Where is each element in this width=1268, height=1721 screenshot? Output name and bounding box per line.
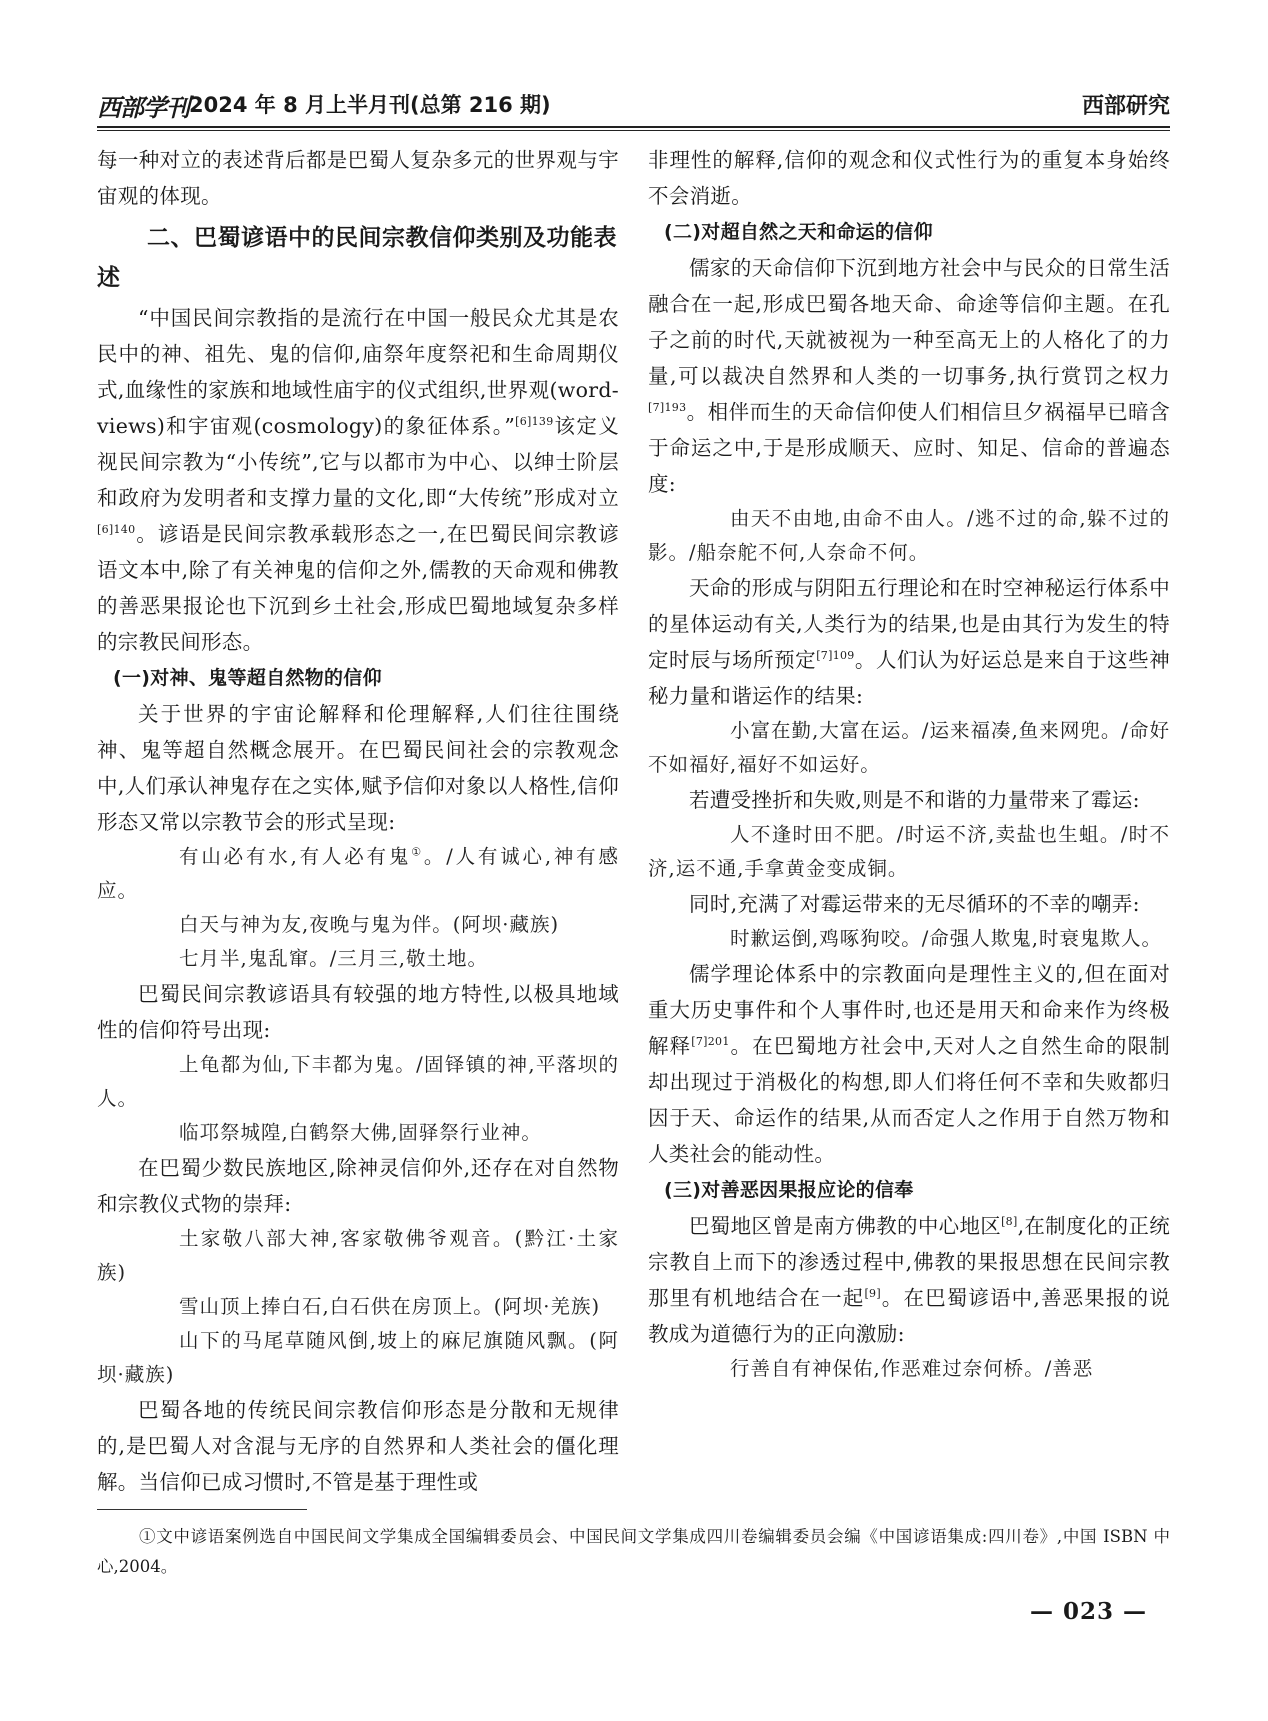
proverb-quote: 时歉运倒,鸡啄狗咬。/命强人欺鬼,时衰鬼欺人。 bbox=[730, 927, 1162, 950]
paragraph: 同时,充满了对霉运带来的无尽循环的不幸的嘲弄: bbox=[689, 892, 1140, 916]
proverb-quote: 白天与神为友,夜晚与鬼为伴。(阿坝·藏族) bbox=[179, 913, 560, 936]
quote-text: 有山必有水,有人必有鬼 bbox=[179, 845, 412, 868]
citation: [8] bbox=[1001, 1215, 1018, 1229]
proverb-quote: 行善自有神保佑,作恶难过奈何桥。/善恶 bbox=[730, 1357, 1094, 1380]
quote-text: 。/人有诚心,神有感应。 bbox=[97, 845, 619, 902]
paragraph-text: “中国民间宗教指的是流行在中国一般民众尤其是农民中的神、祖先、鬼的信仰,庙祭年度祭祀和生命周期仪式,血缘性的家族和地域性庙宇的仪式组织,世界观(word-views)和宇宙观(cosmology)的象征体系。” bbox=[97, 306, 619, 438]
citation: [6]139 bbox=[515, 415, 554, 429]
left-column bbox=[97, 142, 619, 1500]
footnote-rule bbox=[97, 1509, 307, 1510]
proverb-quote bbox=[97, 840, 619, 908]
footnote-marker: ① bbox=[411, 845, 424, 859]
paragraph: 巴蜀各地的传统民间宗教信仰形态是分散和无规律的,是巴蜀人对含混与无序的自然界和人类社会的僵化理解。当信仰已成习惯时,不管是基于理性或 bbox=[97, 1398, 619, 1494]
running-header bbox=[97, 88, 1170, 128]
section-heading: 二、巴蜀谚语中的民间宗教信仰类别及功能表述 bbox=[97, 225, 617, 291]
section-title: 西部研究 bbox=[1081, 94, 1170, 119]
proverb-quote: 上龟都为仙,下丰都为鬼。/固铎镇的神,平落坝的人。 bbox=[97, 1053, 619, 1110]
paragraph-text: 。相伴而生的天命信仰使人们相信旦夕祸福早已暗含于命运之中,于是形成顺天、应时、知足、信命的普遍态度: bbox=[648, 400, 1170, 496]
paragraph: 关于世界的宇宙论解释和伦理解释,人们往往围绕神、鬼等超自然概念展开。在巴蜀民间社会的宗教观念中,人们承认神鬼存在之实体,赋予信仰对象以人格性,信仰形态又常以宗教节会的形式呈现: bbox=[97, 702, 619, 834]
citation: [9] bbox=[864, 1287, 881, 1301]
page-number: — 023 — bbox=[1030, 1598, 1148, 1625]
paragraph-text: 。在巴蜀地方社会中,天对人之自然生命的限制却出现过于消极化的构想,即人们将任何不幸和失败都归因于天、命运作的结果,从而否定人之作用于自然万物和人类社会的能动性。 bbox=[648, 1034, 1170, 1166]
proverb-quote: 临邛祭城隍,白鹤祭大佛,固驿祭行业神。 bbox=[179, 1121, 542, 1144]
citation: [7]109 bbox=[816, 649, 855, 663]
citation: [7]201 bbox=[691, 1035, 730, 1049]
paragraph bbox=[648, 956, 1170, 1172]
proverb-quote: 人不逢时田不肥。/时运不济,卖盐也生蛆。/时不济,运不通,手拿黄金变成铜。 bbox=[648, 823, 1170, 880]
proverb-quote: 山下的马尾草随风倒,坡上的麻尼旗随风飘。(阿坝·藏族) bbox=[97, 1329, 619, 1386]
issue-info: 2024 年 8 月上半月刊(总第 216 期) bbox=[189, 93, 551, 117]
paragraph bbox=[97, 300, 619, 660]
subsection-heading: (三)对善恶因果报应论的信奉 bbox=[664, 1179, 914, 1201]
paragraph: 巴蜀民间宗教谚语具有较强的地方特性,以极具地域性的信仰符号出现: bbox=[97, 982, 619, 1042]
proverb-quote: 雪山顶上捧白石,白石供在房顶上。(阿坝·羌族) bbox=[179, 1295, 601, 1318]
paragraph: 若遭受挫折和失败,则是不和谐的力量带来了霉运: bbox=[689, 788, 1140, 812]
subsection-heading: (一)对神、鬼等超自然物的信仰 bbox=[113, 667, 382, 689]
paragraph bbox=[648, 250, 1170, 502]
right-column bbox=[648, 142, 1170, 1386]
paragraph-text: 巴蜀地区曾是南方佛教的中心地区 bbox=[689, 1214, 1002, 1238]
paragraph: 非理性的解释,信仰的观念和仪式性行为的重复本身始终不会消逝。 bbox=[648, 148, 1170, 208]
proverb-quote: 土家敬八部大神,客家敬佛爷观音。(黔江·土家族) bbox=[97, 1227, 619, 1284]
paragraph-text: 天命的形成与阴阳五行理论和在时空神秘运行体系中的星体运动有关,人类行为的结果,也是由其行为发生的特定时辰与场所预定 bbox=[648, 576, 1170, 672]
paragraph-text: 儒家的天命信仰下沉到地方社会中与民众的日常生活融合在一起,形成巴蜀各地天命、命途等信仰主题。在孔子之前的时代,天就被视为一种至高无上的人格化了的力量,可以裁决自然界和人类的一切事务,执行赏罚之权力 bbox=[648, 256, 1170, 388]
proverb-quote: 七月半,鬼乱窜。/三月三,敬土地。 bbox=[179, 947, 488, 970]
paragraph-text: 儒学理论体系中的宗教面向是理性主义的,但在面对重大历史事件和个人事件时,也还是用天和命来作为终极解释 bbox=[648, 962, 1170, 1058]
paragraph bbox=[648, 1208, 1170, 1352]
paragraph: 每一种对立的表述背后都是巴蜀人复杂多元的世界观与宇宙观的体现。 bbox=[97, 148, 619, 208]
header-rule bbox=[97, 126, 1170, 128]
paragraph-text: ,在制度化的正统宗教自上而下的渗透过程中,佛教的果报思想在民间宗教那里有机地结合在一起 bbox=[648, 1214, 1171, 1310]
journal-logo: 西部学刊 bbox=[97, 93, 189, 122]
paragraph-text: 。人们认为好运总是来自于这些神秘力量和谐运作的结果: bbox=[648, 648, 1171, 708]
proverb-quote: 小富在勤,大富在运。/运来福凑,鱼来网兜。/命好不如福好,福好不如运好。 bbox=[648, 719, 1170, 776]
paragraph bbox=[648, 570, 1170, 714]
paragraph: 在巴蜀少数民族地区,除神灵信仰外,还存在对自然物和宗教仪式物的崇拜: bbox=[97, 1156, 619, 1216]
subsection-heading: (二)对超自然之天和命运的信仰 bbox=[664, 221, 933, 243]
paragraph-text: 该定义视民间宗教为“小传统”,它与以都市为中心、以绅士阶层和政府为发明者和支撑力量的文化,即“大传统”形成对立 bbox=[97, 414, 620, 510]
proverb-quote: 由天不由地,由命不由人。/逃不过的命,躲不过的影。/船奈舵不何,人奈命不何。 bbox=[648, 507, 1170, 564]
footnote: ①文中谚语案例选自中国民间文学集成全国编辑委员会、中国民间文学集成四川卷编辑委员会编《中国谚语集成:四川卷》,中国 ISBN 中心,2004。 bbox=[97, 1527, 1170, 1576]
header-rule-thin bbox=[97, 130, 1170, 131]
paragraph-text: 。在巴蜀谚语中,善恶果报的说教成为道德行为的正向激励: bbox=[648, 1286, 1171, 1346]
citation: [7]193 bbox=[648, 401, 687, 415]
paragraph-text: 。谚语是民间宗教承载形态之一,在巴蜀民间宗教谚语文本中,除了有关神鬼的信仰之外,儒教的天命观和佛教的善恶果报论也下沉到乡土社会,形成巴蜀地域复杂多样的宗教民间形态。 bbox=[97, 522, 619, 654]
citation: [6]140 bbox=[97, 523, 136, 537]
